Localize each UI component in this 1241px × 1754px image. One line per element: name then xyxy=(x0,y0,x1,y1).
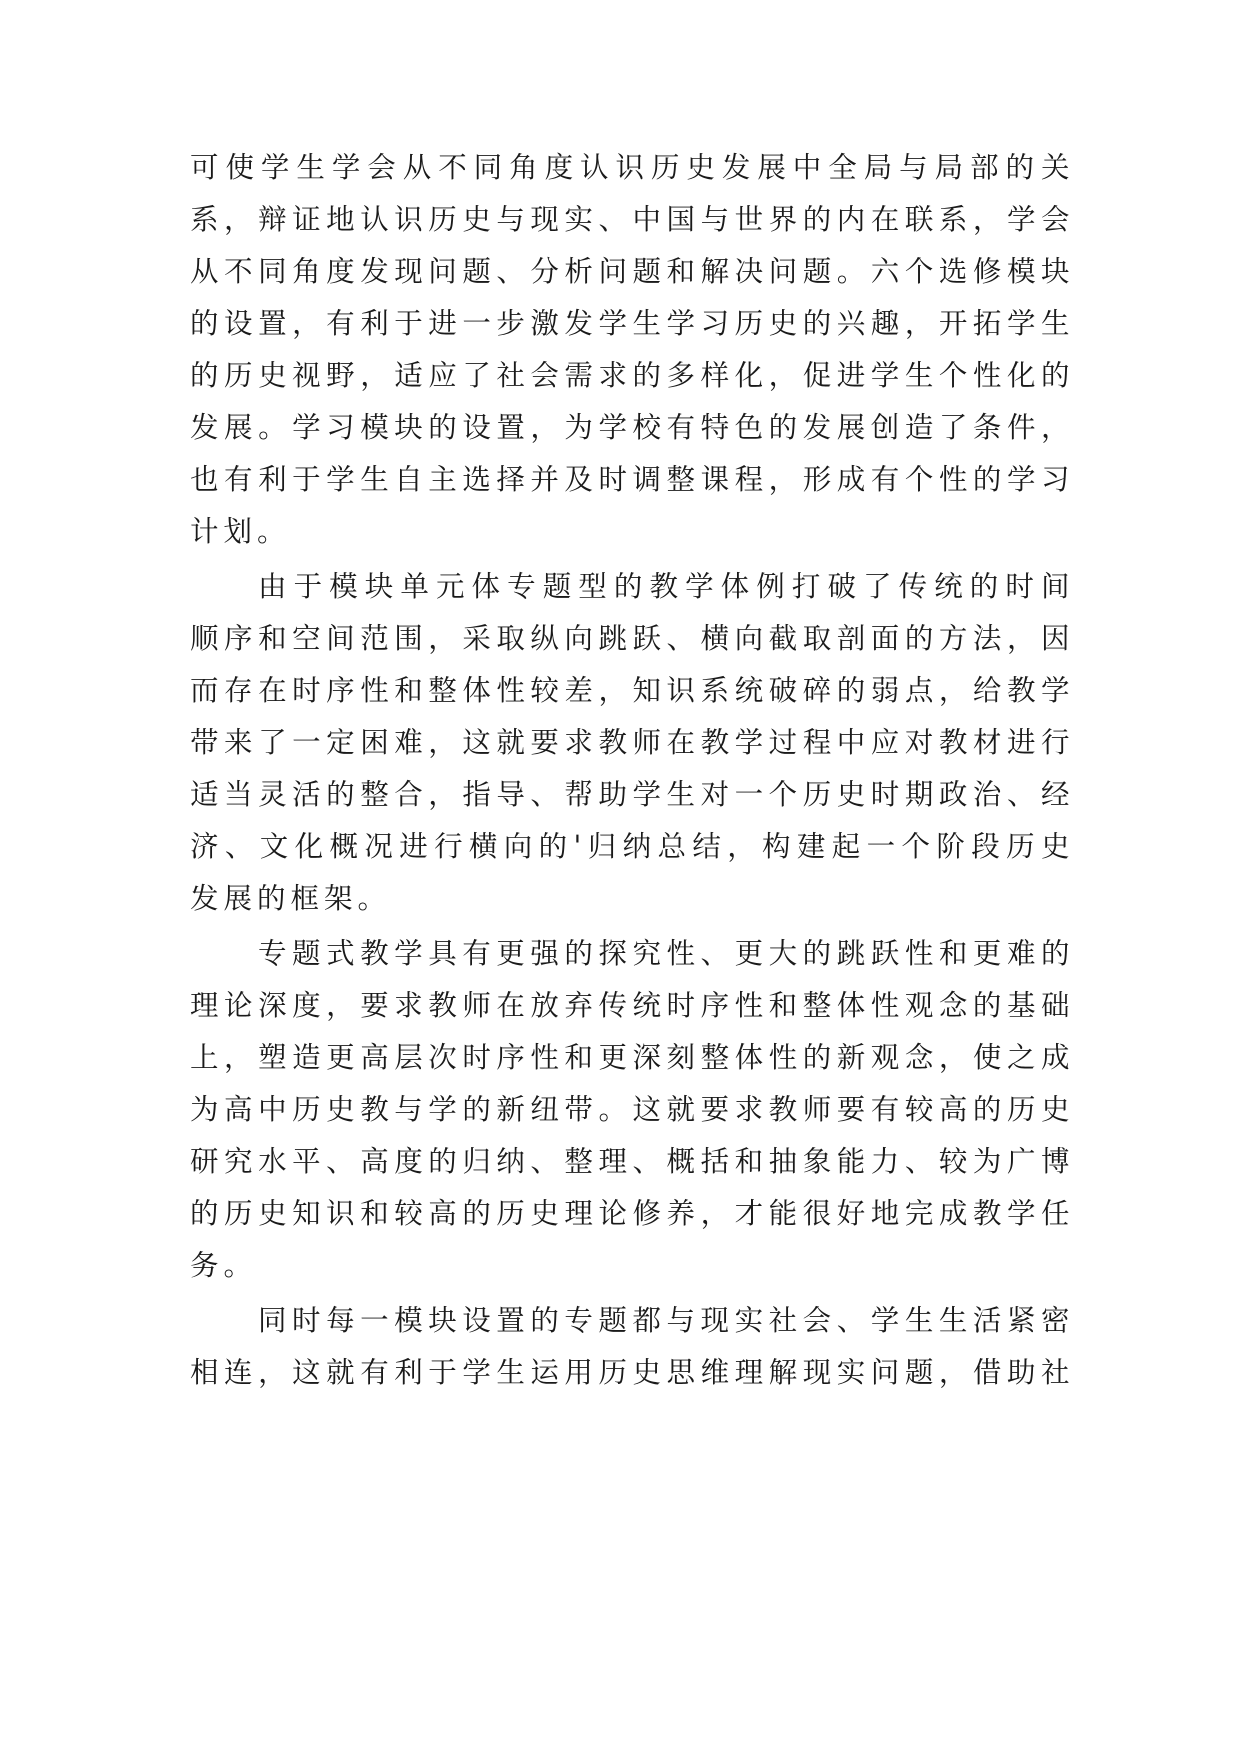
paragraph-first-line: 专题式教学具有更强的探究性、更大的跳跃性和更难的 xyxy=(258,937,1070,970)
text-line: 相连，这就有利于学生运用历史思维理解现实问题，借助社 xyxy=(190,1356,1070,1389)
text-line: 研究水平、高度的归纳、整理、概括和抽象能力、较为广博 xyxy=(190,1145,1070,1178)
text-line: 理论深度，要求教师在放弃传统时序性和整体性观念的基础 xyxy=(190,989,1070,1022)
text-line: 也有利于学生自主选择并及时调整课程，形成有个性的学习 xyxy=(190,463,1070,496)
text-line: 发展。学习模块的设置，为学校有特色的发展创造了条件， xyxy=(190,411,1070,444)
text-line: 计划。 xyxy=(190,515,291,548)
text-line: 的历史知识和较高的历史理论修养，才能很好地完成教学任 xyxy=(190,1197,1070,1230)
text-line: 发展的框架。 xyxy=(190,882,392,915)
text-line: 济、文化概况进行横向的'归纳总结，构建起一个阶段历史 xyxy=(190,830,1070,863)
text-line: 带来了一定困难，这就要求教师在教学过程中应对教材进行 xyxy=(190,726,1070,759)
text-line: 适当灵活的整合，指导、帮助学生对一个历史时期政治、经 xyxy=(190,778,1070,811)
text-line: 为高中历史教与学的新纽带。这就要求教师要有较高的历史 xyxy=(190,1093,1070,1126)
text-line: 而存在时序性和整体性较差，知识系统破碎的弱点，给教学 xyxy=(190,674,1070,707)
text-line: 系，辩证地认识历史与现实、中国与世界的内在联系，学会 xyxy=(190,203,1070,236)
text-line: 从不同角度发现问题、分析问题和解决问题。六个选修模块 xyxy=(190,255,1070,288)
text-line: 务。 xyxy=(190,1249,258,1282)
text-line: 上，塑造更高层次时序性和更深刻整体性的新观念，使之成 xyxy=(190,1041,1070,1074)
text-line: 的设置，有利于进一步激发学生学习历史的兴趣，开拓学生 xyxy=(190,307,1070,340)
text-line: 顺序和空间范围，采取纵向跳跃、横向截取剖面的方法，因 xyxy=(190,622,1070,655)
paragraph-first-line: 同时每一模块设置的专题都与现实社会、学生生活紧密 xyxy=(258,1304,1070,1337)
text-line: 的历史视野，适应了社会需求的多样化，促进学生个性化的 xyxy=(190,359,1070,392)
text-line: 可使学生学会从不同角度认识历史发展中全局与局部的关 xyxy=(190,151,1070,184)
paragraph-first-line: 由于模块单元体专题型的教学体例打破了传统的时间 xyxy=(258,570,1070,603)
